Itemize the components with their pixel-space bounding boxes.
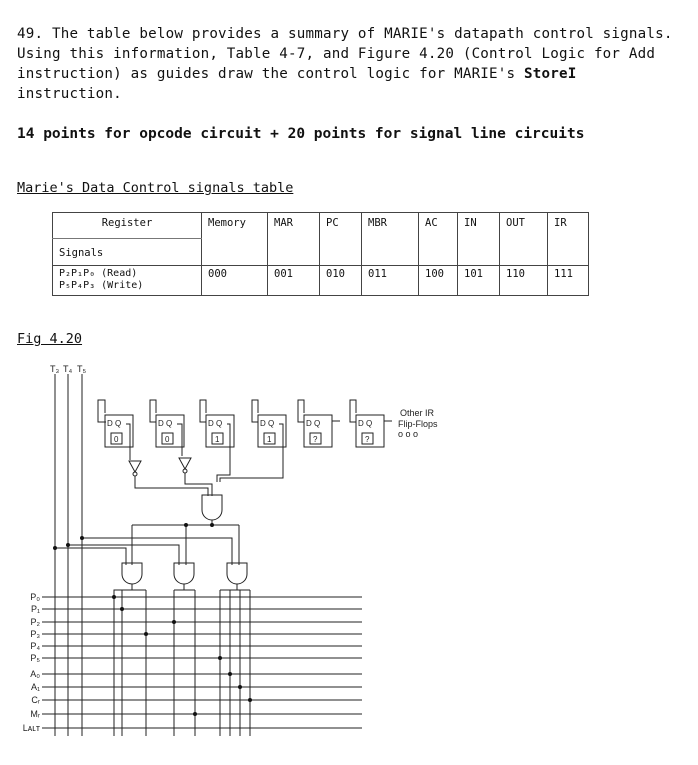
ff4-pins: D Q (260, 419, 275, 428)
col-header-ir: IR (548, 213, 589, 266)
ff3-value: 1 (215, 435, 220, 444)
code-mar: 001 (268, 266, 320, 296)
ff1-pins: D Q (107, 419, 122, 428)
points-statement: 14 points for opcode circuit + 20 points for signal line circuits (17, 126, 585, 142)
signal-label-p2: P₂ (30, 617, 40, 627)
ff4-value: 1 (267, 435, 272, 444)
ff5-pins: D Q (306, 419, 321, 428)
signal-label-mr: Mᵣ (30, 709, 40, 719)
signal-label-lalt: Lᴀʟᴛ (22, 723, 40, 733)
signal-row-label (53, 266, 202, 296)
col-header-mar: MAR (268, 213, 320, 266)
ff1-value: 0 (114, 435, 119, 444)
other-ir-label-2: Flip-Flops (398, 419, 438, 429)
signals-header: Signals (53, 239, 202, 266)
col-header-memory: Memory (202, 213, 268, 266)
other-ir-label-1: Other IR (400, 408, 435, 418)
code-in: 101 (458, 266, 500, 296)
timing-label-t4: T₄ (63, 364, 73, 374)
inverter-2 (179, 458, 191, 469)
inverter-1 (129, 461, 141, 472)
write-signals-label: P₅P₄P₃ (Write) (59, 280, 144, 291)
question-line-2: Using this information, Table 4-7, and Figure 4.20 (Control Logic for Add (17, 46, 656, 62)
question-text (17, 24, 687, 104)
signal-label-p3: P₃ (30, 629, 40, 639)
and-gate-t3 (122, 563, 142, 584)
ff5-value: ? (313, 435, 318, 444)
and-gate-t5 (227, 563, 247, 584)
ff3-pins: D Q (208, 419, 223, 428)
figure-heading: Fig 4.20 (17, 331, 83, 347)
code-pc: 010 (320, 266, 362, 296)
table-heading: Marie's Data Control signals table (17, 180, 294, 196)
opcode-and-gate (202, 495, 222, 520)
code-out: 110 (500, 266, 548, 296)
control-logic-circuit (0, 360, 698, 760)
col-header-in: IN (458, 213, 500, 266)
code-memory: 000 (202, 266, 268, 296)
control-signals-table (52, 212, 589, 296)
col-header-out: OUT (500, 213, 548, 266)
ff2-pins: D Q (158, 419, 173, 428)
other-ir-dots: o o o (398, 429, 419, 439)
signal-label-a1: A₁ (30, 682, 40, 692)
timing-label-t5: T₅ (77, 364, 87, 374)
and-gate-t4 (174, 563, 194, 584)
question-line-3-end: instruction. (17, 66, 586, 102)
read-signals-label: P₂P₁P₀ (Read) (59, 268, 138, 279)
code-ir: 111 (548, 266, 589, 296)
signal-label-p5: P₅ (30, 653, 40, 663)
timing-label-t3: T₃ (50, 364, 60, 374)
col-header-ac: AC (419, 213, 458, 266)
signal-label-p4: P₄ (30, 641, 40, 651)
ff2-value: 0 (165, 435, 170, 444)
ff6-value: ? (365, 435, 370, 444)
question-line-1: 49. The table below provides a summary of MARIE's datapath control signals. (17, 26, 673, 42)
signal-lines (42, 597, 362, 728)
signal-label-a0: A₀ (30, 669, 40, 679)
code-ac: 100 (419, 266, 458, 296)
question-line-3-start: instruction) as guides draw the control logic for MARIE's (17, 66, 525, 82)
signal-label-p0: P₀ (30, 592, 40, 602)
ff6-pins: D Q (358, 419, 373, 428)
col-header-mbr: MBR (362, 213, 419, 266)
instruction-name: StoreI (524, 66, 577, 82)
register-header: Register (53, 213, 202, 239)
signal-label-cr: Cᵣ (31, 695, 40, 705)
code-mbr: 011 (362, 266, 419, 296)
ir-flip-flops (105, 415, 384, 447)
col-header-pc: PC (320, 213, 362, 266)
signal-label-p1: P₁ (30, 604, 40, 614)
